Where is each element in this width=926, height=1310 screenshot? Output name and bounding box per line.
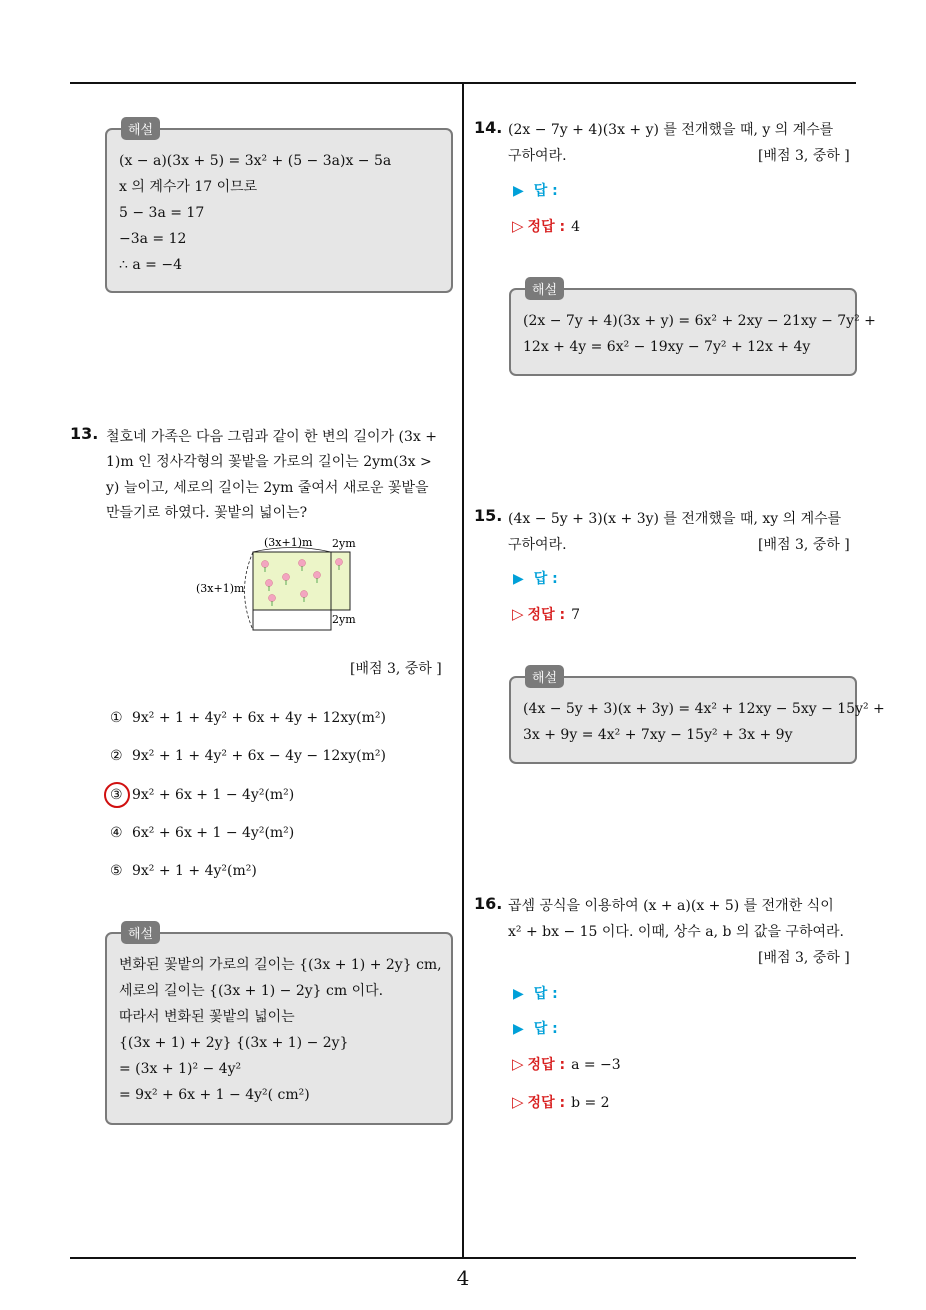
score-label: [배점 3, 중하 ] (758, 950, 850, 966)
solution-line: −3a = 12 (119, 231, 187, 247)
flowerbed-figure (196, 535, 366, 635)
solution-line: ∴ a = −4 (119, 257, 182, 273)
question-number: 14. (474, 118, 503, 137)
q15-solution-box (509, 671, 885, 764)
answer-label: 답 : (533, 986, 558, 1002)
correct-label: 정답 : (527, 1057, 566, 1073)
choice-number: ④ (110, 825, 123, 841)
question-number: 13. (70, 424, 99, 443)
answer-field[interactable] (513, 180, 558, 200)
answer-label: 답 : (533, 183, 558, 199)
choice-number: ① (110, 710, 123, 726)
solution-line: 변화된 꽃밭의 가로의 길이는 {(3x + 1) + 2y} cm, (119, 957, 442, 973)
flowerbed-diagram (196, 535, 366, 635)
solution-line: 세로의 길이는 {(3x + 1) − 2y} cm 이다. (119, 983, 384, 999)
question-text: 1)m 인 정사각형의 꽃밭을 가로의 길이는 2ym(3x > (106, 454, 432, 470)
question-text: x² + bx − 15 이다. 이때, 상수 a, b 의 값을 구하여라. (508, 924, 844, 940)
choice-text: 6x² + 6x + 1 − 4y²(m²) (132, 825, 295, 841)
question-number: 16. (474, 894, 503, 913)
answer-label: 답 : (533, 1021, 558, 1037)
question-text: 만들기로 하였다. 꽃밭의 넓이는? (106, 505, 308, 521)
q13-solution-box (105, 927, 453, 1125)
outline-triangle-icon: ▷ (512, 217, 524, 235)
solution-line: {(3x + 1) + 2y} {(3x + 1) − 2y} (119, 1035, 349, 1051)
solution-line: 12x + 4y = 6x² − 19xy − 7y² + 12x + 4y (523, 339, 811, 355)
question-text: 구하여라. (508, 148, 567, 164)
solution-tag: 해설 (121, 921, 160, 944)
correct-value: 4 (571, 219, 580, 235)
removed-strip (253, 610, 331, 630)
choice-5[interactable] (110, 863, 257, 879)
bottom-rule (70, 1257, 856, 1259)
answer-field[interactable] (513, 983, 558, 1003)
question-text: (4x − 5y + 3)(x + 3y) 를 전개했을 때, xy 의 계수를 (508, 511, 842, 527)
label-top: (3x+1)m (264, 536, 313, 549)
correct-value: a = −3 (571, 1057, 621, 1073)
solution-tag: 해설 (525, 665, 564, 688)
choice-4[interactable] (110, 825, 294, 841)
correct-value: 7 (571, 607, 580, 623)
solution-line: 5 − 3a = 17 (119, 205, 205, 221)
correct-answer (512, 216, 580, 236)
q14-solution-box (509, 283, 876, 376)
play-icon: ▶ (513, 986, 524, 1002)
question-text: (2x − 7y + 4)(3x + y) 를 전개했을 때, y 의 계수를 (508, 122, 834, 138)
choice-number: ⑤ (110, 863, 123, 879)
choice-text: 9x² + 6x + 1 − 4y²(m²) (132, 787, 295, 803)
solution-line: (x − a)(3x + 5) = 3x² + (5 − 3a)x − 5a (119, 153, 392, 169)
question-number: 15. (474, 506, 503, 525)
solution-line: = 9x² + 6x + 1 − 4y²( cm²) (119, 1087, 310, 1103)
outline-triangle-icon: ▷ (512, 605, 524, 623)
solution-tag: 해설 (121, 117, 160, 140)
play-icon: ▶ (513, 571, 524, 587)
choice-text: 9x² + 1 + 4y² + 6x − 4y − 12xy(m²) (132, 748, 386, 764)
correct-answer (512, 1054, 621, 1074)
choice-3[interactable] (110, 787, 294, 803)
correct-value: b = 2 (571, 1095, 610, 1111)
score-label: [배점 3, 중하 ] (758, 148, 850, 164)
choice-number: ② (110, 748, 123, 764)
label-right-bottom: 2ym (332, 613, 356, 626)
left-brace (245, 552, 254, 630)
score-label: [배점 3, 중하 ] (350, 661, 442, 677)
correct-answer (512, 604, 580, 624)
question-text: 철호네 가족은 다음 그림과 같이 한 변의 길이가 (3x + (106, 429, 438, 445)
solution-line: (4x − 5y + 3)(x + 3y) = 4x² + 12xy − 5xy − 15y² + (523, 701, 885, 717)
solution-line: = (3x + 1)² − 4y² (119, 1061, 242, 1077)
page-number: 4 (456, 1266, 470, 1290)
column-divider (462, 83, 464, 1258)
question-text: y) 늘이고, 세로의 길이는 2ym 줄여서 새로운 꽃밭을 (106, 480, 429, 496)
solution-line: x 의 계수가 17 이므로 (119, 179, 258, 195)
solution-line: 따라서 변화된 꽃밭의 넓이는 (119, 1009, 295, 1025)
play-icon: ▶ (513, 1021, 524, 1037)
choice-text: 9x² + 1 + 4y²(m²) (132, 863, 257, 879)
answer-field[interactable] (513, 568, 558, 588)
outline-triangle-icon: ▷ (512, 1093, 524, 1111)
choice-number: ③ (110, 787, 123, 803)
outline-triangle-icon: ▷ (512, 1055, 524, 1073)
choice-text: 9x² + 1 + 4y² + 6x + 4y + 12xy(m²) (132, 710, 386, 726)
q12-solution-box (105, 123, 453, 293)
label-right-top: 2ym (332, 537, 356, 550)
correct-answer (512, 1092, 610, 1112)
question-text: 곱셈 공식을 이용하여 (x + a)(x + 5) 를 전개한 식이 (508, 898, 834, 914)
choice-2[interactable] (110, 748, 386, 764)
solution-tag: 해설 (525, 277, 564, 300)
score-label: [배점 3, 중하 ] (758, 537, 850, 553)
correct-label: 정답 : (527, 219, 566, 235)
play-icon: ▶ (513, 183, 524, 199)
answer-field[interactable] (513, 1018, 558, 1038)
correct-label: 정답 : (527, 1095, 566, 1111)
selected-answer-circle (104, 782, 130, 808)
solution-line: (2x − 7y + 4)(3x + y) = 6x² + 2xy − 21xy − 7y² + (523, 313, 876, 329)
label-left: (3x+1)m (196, 582, 245, 595)
correct-label: 정답 : (527, 607, 566, 623)
question-text: 구하여라. (508, 537, 567, 553)
solution-line: 3x + 9y = 4x² + 7xy − 15y² + 3x + 9y (523, 727, 793, 743)
answer-label: 답 : (533, 571, 558, 587)
choice-1[interactable] (110, 710, 386, 726)
